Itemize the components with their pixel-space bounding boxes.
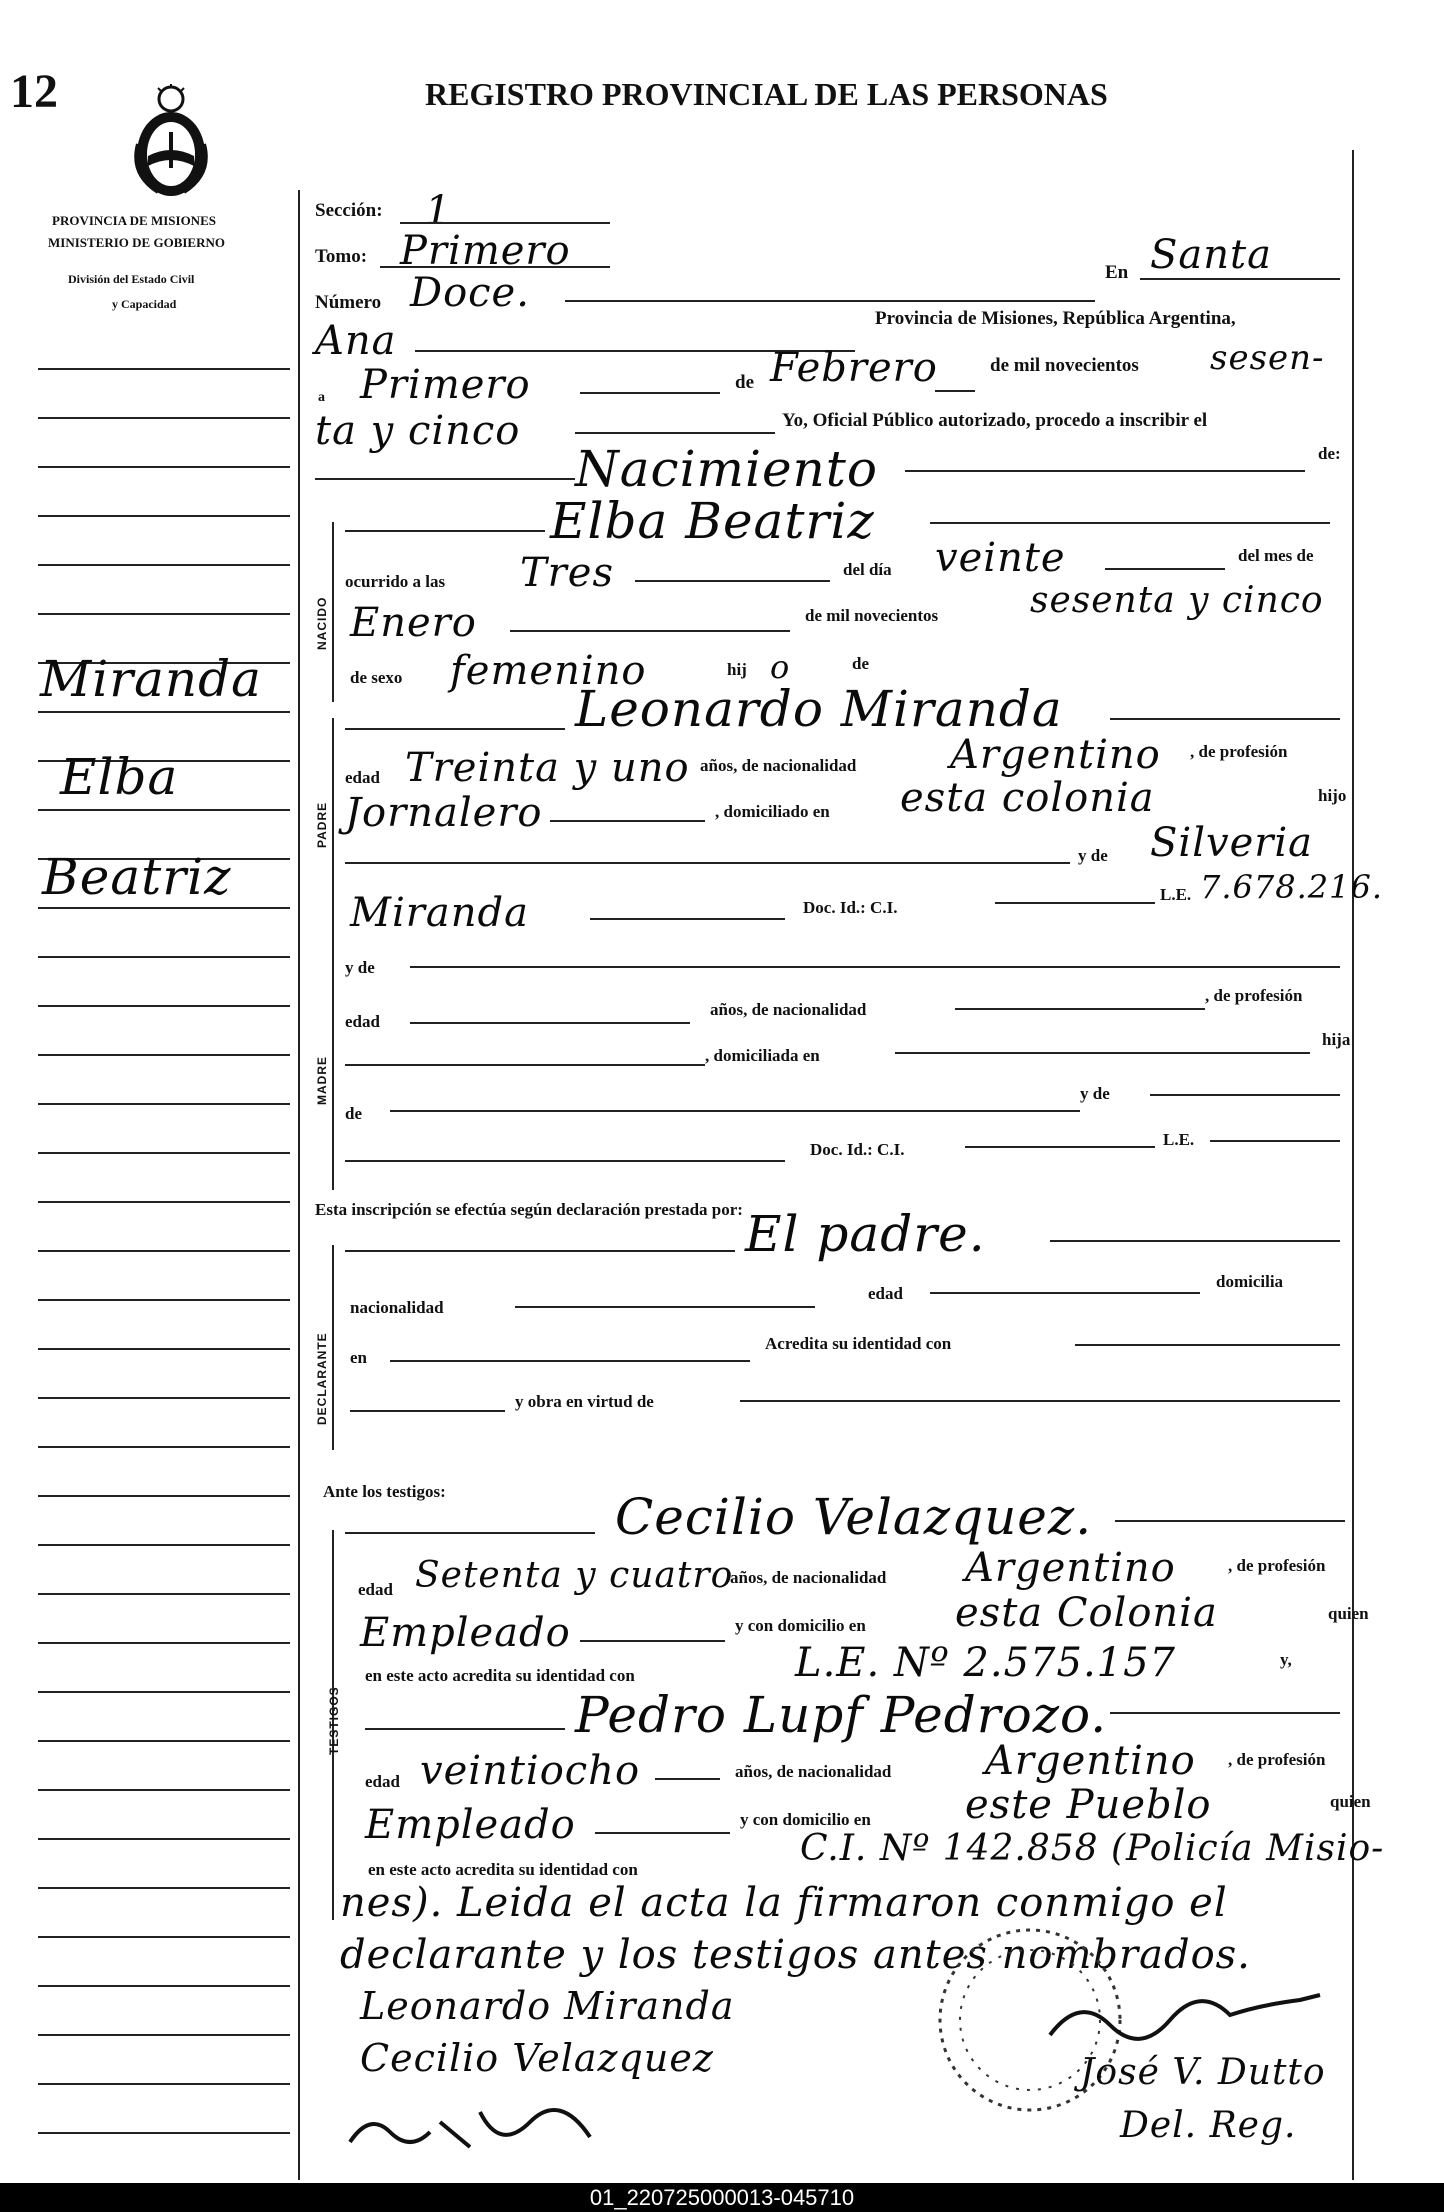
sidebar-middle-name: Beatriz xyxy=(42,848,232,906)
label-de-profesion: , de profesión xyxy=(1190,742,1288,761)
value-abuela-2: Miranda xyxy=(350,890,529,936)
label-y-comma: y, xyxy=(1280,1650,1292,1669)
value-testigo-1: Cecilio Velazquez. xyxy=(615,1488,1093,1546)
label-declarante: DECLARANTE xyxy=(315,1332,329,1425)
label-ante-testigos: Ante los testigos: xyxy=(323,1482,446,1501)
label-ocurrido: ocurrido a las xyxy=(345,572,446,591)
value-tipo: Nacimiento xyxy=(575,440,878,498)
value-t2-edad: veintiocho xyxy=(420,1748,641,1794)
label-doc-id-2: Doc. Id.: C.I. xyxy=(810,1140,905,1159)
label-de-2: de xyxy=(852,654,869,673)
label-y-de: y de xyxy=(1078,846,1108,865)
value-anio-2: ta y cinco xyxy=(315,408,521,454)
label-edad-3: edad xyxy=(868,1284,903,1303)
label-del-dia: del día xyxy=(843,560,892,579)
value-padre-dom: esta colonia xyxy=(900,775,1155,821)
coat-of-arms-icon xyxy=(128,84,214,205)
main-left-border xyxy=(298,190,300,2180)
label-de-mil: de mil novecientos xyxy=(990,355,1139,376)
label-de-profesion-5: , de profesión xyxy=(1228,1750,1326,1769)
label-de-mil-2: de mil novecientos xyxy=(805,606,939,625)
value-t2-prof: Empleado xyxy=(365,1802,576,1848)
label-edad-5: edad xyxy=(365,1772,400,1791)
value-t1-nac: Argentino xyxy=(965,1545,1176,1591)
label-testigos: TESTIGOS xyxy=(327,1686,341,1755)
label-en-este-acto-2: en este acto acredita su identidad con xyxy=(368,1860,638,1879)
label-de-3: de xyxy=(345,1104,362,1123)
main-right-border xyxy=(1352,150,1354,2180)
value-padre-le: 7.678.216. xyxy=(1200,868,1384,906)
value-t2-nac: Argentino xyxy=(985,1738,1196,1784)
label-yo-oficial: Yo, Oficial Público autorizado, procedo a inscribir el xyxy=(782,410,1208,431)
label-de-profesion-4: , de profesión xyxy=(1228,1556,1326,1575)
bracket-padre xyxy=(332,718,334,958)
label-y-obra: y obra en virtud de xyxy=(515,1392,654,1411)
value-t2-dom: este Pueblo xyxy=(965,1782,1212,1828)
value-padre-nac: Argentino xyxy=(950,732,1161,778)
value-dia-nac: veinte xyxy=(935,535,1066,581)
label-hij: hij xyxy=(727,660,747,679)
label-en: En xyxy=(1105,262,1129,283)
org-line-2: MINISTERIO DE GOBIERNO xyxy=(48,235,225,250)
label-en-este-acto: en este acto acredita su identidad con xyxy=(365,1666,635,1685)
value-firma-oficial: José V. Dutto xyxy=(1080,2052,1326,2093)
value-mes: Febrero xyxy=(770,345,938,391)
label-nacionalidad: nacionalidad xyxy=(350,1298,444,1317)
registry-title: REGISTRO PROVINCIAL DE LAS PERSONAS xyxy=(425,76,1108,112)
org-line-1: PROVINCIA DE MISIONES xyxy=(52,213,216,228)
bracket-madre xyxy=(332,945,334,1190)
label-le-2: L.E. xyxy=(1163,1130,1195,1149)
value-lugar: Ana xyxy=(315,318,397,364)
value-hij-suffix: o xyxy=(770,648,791,686)
label-domiciliada: , domiciliada en xyxy=(705,1046,820,1065)
label-de-colon: de: xyxy=(1318,444,1341,463)
label-y-de-2: y de xyxy=(345,958,375,977)
label-anios-nac: años, de nacionalidad xyxy=(700,756,857,775)
sidebar-surname: Miranda xyxy=(40,650,262,708)
label-y-con-dom-2: y con domicilio en xyxy=(740,1810,871,1829)
org-line-3: División del Estado Civil xyxy=(68,272,195,286)
value-mes-nac: Enero xyxy=(350,600,477,646)
label-hija: hija xyxy=(1322,1030,1351,1049)
label-de: de xyxy=(735,372,754,393)
label-edad-2: edad xyxy=(345,1012,380,1031)
bracket-declarante xyxy=(332,1245,334,1450)
value-sexo: femenino xyxy=(450,648,647,694)
value-seccion: 1 xyxy=(425,188,452,234)
label-le: L.E. xyxy=(1160,885,1192,904)
value-nombre: Elba Beatriz xyxy=(550,492,875,550)
value-t1-dom: esta Colonia xyxy=(955,1590,1218,1636)
label-madre: MADRE xyxy=(315,1056,329,1105)
label-quien: quien xyxy=(1328,1604,1369,1623)
image-id-bar: 01_220725000013-045710 xyxy=(0,2183,1444,2212)
value-hora: Tres xyxy=(520,550,614,596)
value-numero: Doce. xyxy=(410,270,530,316)
value-oficial-cargo: Del. Reg. xyxy=(1120,2105,1297,2146)
label-edad-4: edad xyxy=(358,1580,393,1599)
signature-oficial xyxy=(1040,1985,1330,2060)
label-sexo: de sexo xyxy=(350,668,403,687)
value-padre-prof: Jornalero xyxy=(345,790,543,836)
sidebar-first-name: Elba xyxy=(60,748,179,806)
value-t1-doc: L.E. Nº 2.575.157 xyxy=(795,1640,1177,1686)
value-padre: Leonardo Miranda xyxy=(575,680,1063,738)
value-abuela: Silveria xyxy=(1150,820,1314,866)
signature-testigo-1: Cecilio Velazquez xyxy=(360,2036,714,2080)
label-hijo: hijo xyxy=(1318,786,1347,805)
signature-testigo-2 xyxy=(340,2092,620,2167)
label-del-mes: del mes de xyxy=(1238,546,1314,565)
label-edad: edad xyxy=(345,768,380,787)
value-declarante: El padre. xyxy=(745,1205,986,1263)
value-cierre-2: declarante y los testigos antes nombrados. xyxy=(340,1932,1251,1978)
label-en-2: en xyxy=(350,1348,367,1367)
label-domiciliado: , domiciliado en xyxy=(715,802,830,821)
value-tomo: Primero xyxy=(400,228,571,274)
value-t1-prof: Empleado xyxy=(360,1610,571,1656)
value-anio-1: sesen- xyxy=(1210,338,1325,378)
label-y-con-dom: y con domicilio en xyxy=(735,1616,866,1635)
label-tomo: Tomo: xyxy=(315,246,368,267)
org-line-4: y Capacidad xyxy=(112,297,177,311)
label-y-de-3: y de xyxy=(1080,1084,1110,1103)
page-number: 12 xyxy=(10,65,58,118)
value-t2-doc: C.I. Nº 142.858 (Policía Misio- xyxy=(800,1828,1385,1869)
value-cierre-1: nes). Leida el acta la firmaron conmigo el xyxy=(340,1880,1228,1926)
value-padre-edad: Treinta y uno xyxy=(405,745,690,791)
signature-padre: Leonardo Miranda xyxy=(360,1984,735,2028)
label-anios-nac-5: años, de nacionalidad xyxy=(735,1762,892,1781)
label-provincia: Provincia de Misiones, República Argentina, xyxy=(875,308,1236,329)
label-domicilia: domicilia xyxy=(1216,1272,1284,1291)
label-a: a xyxy=(318,390,325,405)
value-testigo-2: Pedro Lupf Pedrozo. xyxy=(575,1686,1108,1744)
value-en: Santa xyxy=(1150,232,1272,278)
value-anio-nac: sesenta y cinco xyxy=(1030,580,1324,621)
label-esta-inscripcion: Esta inscripción se efectúa según declaración prestada por: xyxy=(315,1200,743,1219)
label-acredita: Acredita su identidad con xyxy=(765,1334,952,1353)
label-de-profesion-2: , de profesión xyxy=(1205,986,1303,1005)
label-numero: Número xyxy=(315,292,382,313)
value-dia: Primero xyxy=(360,362,531,408)
label-padre: PADRE xyxy=(315,801,329,848)
label-seccion: Sección: xyxy=(315,200,383,221)
label-quien-2: quien xyxy=(1330,1792,1371,1811)
value-t1-edad: Setenta y cuatro xyxy=(415,1555,734,1596)
label-nacido: NACIDO xyxy=(315,596,329,650)
bracket-nacido xyxy=(332,522,334,702)
label-doc-id: Doc. Id.: C.I. xyxy=(803,898,898,917)
label-anios-nac-4: años, de nacionalidad xyxy=(730,1568,887,1587)
label-anios-nac-2: años, de nacionalidad xyxy=(710,1000,867,1019)
